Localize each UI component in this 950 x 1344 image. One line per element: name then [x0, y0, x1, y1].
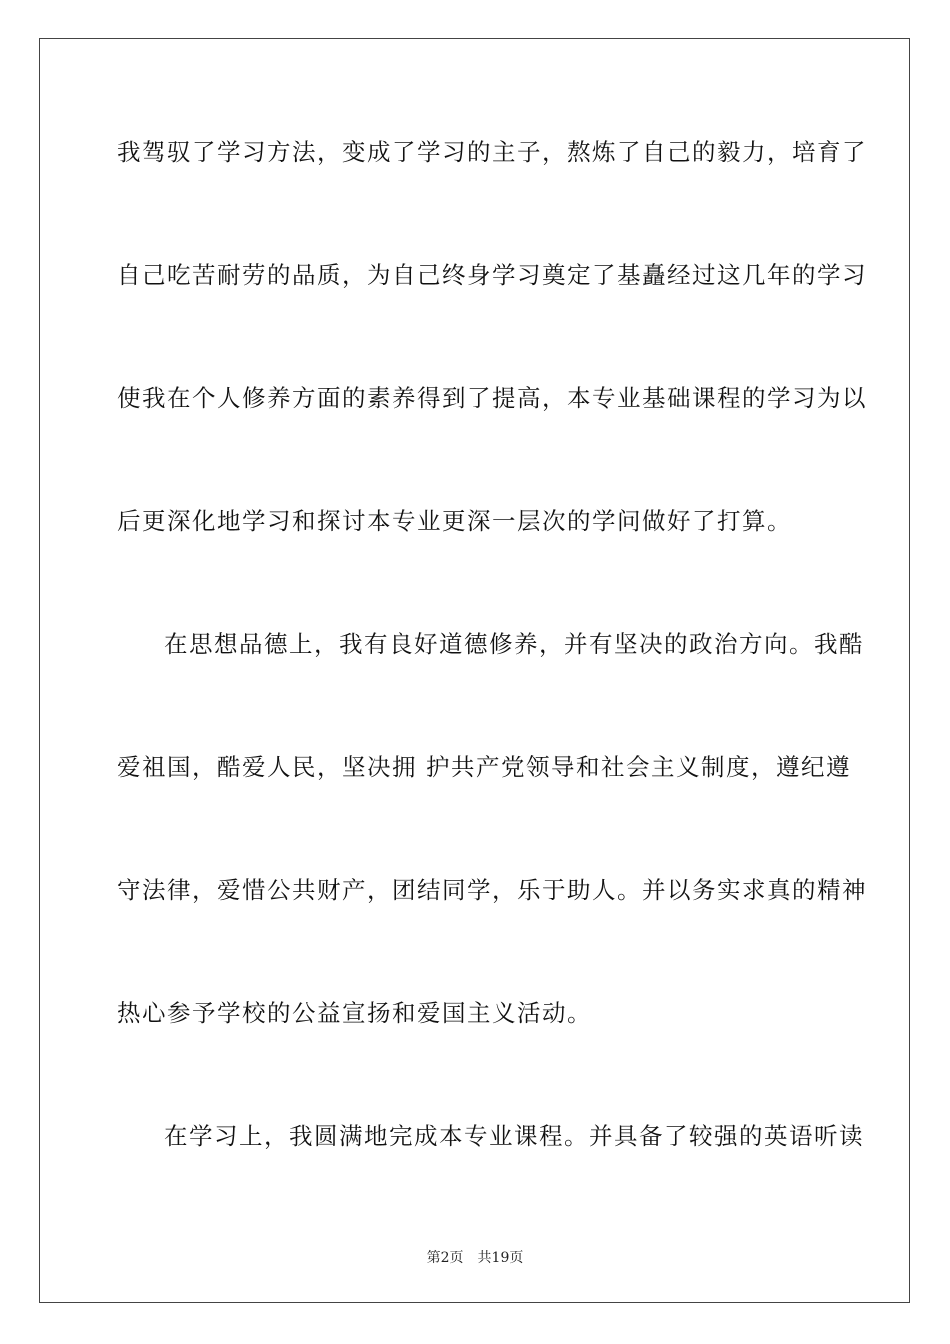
paragraph-start-line: 在思想品德上，我有良好道德修养，并有坚决的政治方向。我酷 — [164, 630, 864, 658]
body-text-line: 爱祖国，酷爱人民，坚决拥 护共产党领导和社会主义制度，遵纪遵 — [117, 753, 851, 781]
page-total: 共19页 — [477, 1250, 524, 1266]
page-number: 第2页 — [426, 1250, 464, 1266]
body-text-line: 我驾驭了学习方法，变成了学习的主子，熬炼了自己的毅力，培育了 — [117, 138, 867, 166]
page-frame — [39, 38, 910, 1303]
body-text-line: 守法律，爱惜公共财产，团结同学，乐于助人。并以务实求真的精神 — [117, 876, 867, 904]
body-text-line: 使我在个人修养方面的素养得到了提高，本专业基础课程的学习为以 — [117, 384, 867, 412]
body-text-line: 热心参予学校的公益宣扬和爱国主义活动。 — [117, 999, 592, 1027]
page-footer — [0, 1249, 950, 1267]
paragraph-start-line: 在学习上，我圆满地完成本专业课程。并具备了较强的英语听读 — [164, 1122, 864, 1150]
body-text-line: 后更深化地学习和探讨本专业更深一层次的学问做好了打算。 — [117, 507, 792, 535]
body-text-line: 自己吃苦耐劳的品质，为自己终身学习奠定了基矗经过这几年的学习 — [117, 261, 867, 289]
